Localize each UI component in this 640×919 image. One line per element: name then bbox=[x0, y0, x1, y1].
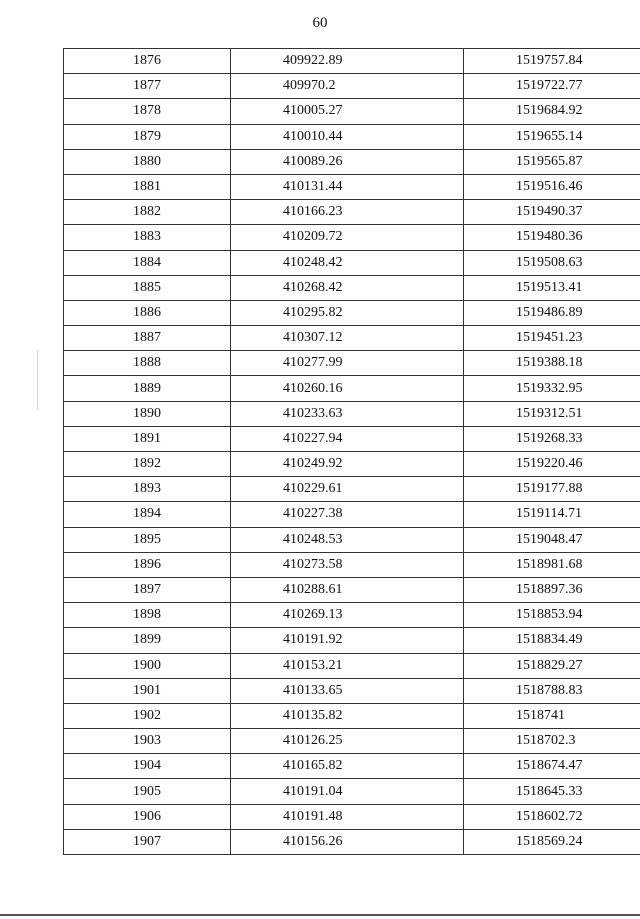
point-number-cell: 1891 bbox=[64, 426, 231, 451]
y-coordinate-cell: 1518602.72 bbox=[464, 804, 640, 829]
y-coordinate-cell: 1519722.77 bbox=[464, 74, 640, 99]
y-coordinate-cell: 1519516.46 bbox=[464, 174, 640, 199]
x-coordinate-cell: 410133.65 bbox=[231, 678, 464, 703]
y-coordinate-cell: 1519177.88 bbox=[464, 477, 640, 502]
point-number-cell: 1895 bbox=[64, 527, 231, 552]
x-coordinate-cell: 410191.48 bbox=[231, 804, 464, 829]
table-row bbox=[64, 577, 640, 602]
x-coordinate-cell: 410260.16 bbox=[231, 376, 464, 401]
point-number-cell: 1885 bbox=[64, 275, 231, 300]
x-coordinate-cell: 410131.44 bbox=[231, 174, 464, 199]
table-row bbox=[64, 250, 640, 275]
point-number-cell: 1886 bbox=[64, 300, 231, 325]
table-row bbox=[64, 351, 640, 376]
y-coordinate-cell: 1519312.51 bbox=[464, 401, 640, 426]
point-number-cell: 1881 bbox=[64, 174, 231, 199]
x-coordinate-cell: 410126.25 bbox=[231, 729, 464, 754]
y-coordinate-cell: 1519757.84 bbox=[464, 49, 640, 74]
y-coordinate-cell: 1518853.94 bbox=[464, 603, 640, 628]
point-number-cell: 1893 bbox=[64, 477, 231, 502]
table-row bbox=[64, 703, 640, 728]
x-coordinate-cell: 410166.23 bbox=[231, 200, 464, 225]
y-coordinate-cell: 1518897.36 bbox=[464, 577, 640, 602]
point-number-cell: 1880 bbox=[64, 149, 231, 174]
point-number-cell: 1901 bbox=[64, 678, 231, 703]
point-number-cell: 1888 bbox=[64, 351, 231, 376]
point-number-cell: 1876 bbox=[64, 49, 231, 74]
x-coordinate-cell: 410153.21 bbox=[231, 653, 464, 678]
table-row bbox=[64, 99, 640, 124]
table-row bbox=[64, 603, 640, 628]
y-coordinate-cell: 1519451.23 bbox=[464, 326, 640, 351]
point-number-cell: 1894 bbox=[64, 502, 231, 527]
x-coordinate-cell: 410268.42 bbox=[231, 275, 464, 300]
point-number-cell: 1902 bbox=[64, 703, 231, 728]
x-coordinate-cell: 410269.13 bbox=[231, 603, 464, 628]
table-row bbox=[64, 804, 640, 829]
x-coordinate-cell: 410248.53 bbox=[231, 527, 464, 552]
point-number-cell: 1906 bbox=[64, 804, 231, 829]
table-row bbox=[64, 149, 640, 174]
x-coordinate-cell: 410227.38 bbox=[231, 502, 464, 527]
y-coordinate-cell: 1518702.3 bbox=[464, 729, 640, 754]
point-number-cell: 1879 bbox=[64, 124, 231, 149]
point-number-cell: 1889 bbox=[64, 376, 231, 401]
table-row bbox=[64, 829, 640, 854]
y-coordinate-cell: 1518829.27 bbox=[464, 653, 640, 678]
y-coordinate-cell: 1518834.49 bbox=[464, 628, 640, 653]
y-coordinate-cell: 1519220.46 bbox=[464, 452, 640, 477]
x-coordinate-cell: 410277.99 bbox=[231, 351, 464, 376]
table-row bbox=[64, 678, 640, 703]
table-row bbox=[64, 74, 640, 99]
x-coordinate-cell: 410191.92 bbox=[231, 628, 464, 653]
x-coordinate-cell: 410288.61 bbox=[231, 577, 464, 602]
table-row bbox=[64, 527, 640, 552]
page-bottom-edge bbox=[0, 914, 640, 916]
point-number-cell: 1900 bbox=[64, 653, 231, 678]
y-coordinate-cell: 1519048.47 bbox=[464, 527, 640, 552]
x-coordinate-cell: 410165.82 bbox=[231, 754, 464, 779]
x-coordinate-cell: 410233.63 bbox=[231, 401, 464, 426]
page-number: 60 bbox=[312, 15, 328, 31]
x-coordinate-cell: 409970.2 bbox=[231, 74, 464, 99]
table-row bbox=[64, 452, 640, 477]
table-row bbox=[64, 552, 640, 577]
table-row bbox=[64, 376, 640, 401]
point-number-cell: 1897 bbox=[64, 577, 231, 602]
point-number-cell: 1887 bbox=[64, 326, 231, 351]
y-coordinate-cell: 1519114.71 bbox=[464, 502, 640, 527]
table-row bbox=[64, 477, 640, 502]
y-coordinate-cell: 1519684.92 bbox=[464, 99, 640, 124]
x-coordinate-cell: 410156.26 bbox=[231, 829, 464, 854]
x-coordinate-cell: 410209.72 bbox=[231, 225, 464, 250]
point-number-cell: 1884 bbox=[64, 250, 231, 275]
table-row bbox=[64, 628, 640, 653]
x-coordinate-cell: 410227.94 bbox=[231, 426, 464, 451]
y-coordinate-cell: 1519332.95 bbox=[464, 376, 640, 401]
point-number-cell: 1890 bbox=[64, 401, 231, 426]
point-number-cell: 1878 bbox=[64, 99, 231, 124]
y-coordinate-cell: 1519565.87 bbox=[464, 149, 640, 174]
table-row bbox=[64, 502, 640, 527]
table-row bbox=[64, 729, 640, 754]
table-row bbox=[64, 124, 640, 149]
table-row bbox=[64, 300, 640, 325]
table-row bbox=[64, 426, 640, 451]
x-coordinate-cell: 410248.42 bbox=[231, 250, 464, 275]
y-coordinate-cell: 1519655.14 bbox=[464, 124, 640, 149]
point-number-cell: 1898 bbox=[64, 603, 231, 628]
point-number-cell: 1907 bbox=[64, 829, 231, 854]
point-number-cell: 1883 bbox=[64, 225, 231, 250]
x-coordinate-cell: 410307.12 bbox=[231, 326, 464, 351]
y-coordinate-cell: 1519268.33 bbox=[464, 426, 640, 451]
table-row bbox=[64, 754, 640, 779]
y-coordinate-cell: 1519490.37 bbox=[464, 200, 640, 225]
x-coordinate-cell: 410273.58 bbox=[231, 552, 464, 577]
table-row bbox=[64, 200, 640, 225]
x-coordinate-cell: 410249.92 bbox=[231, 452, 464, 477]
scan-margin-mark bbox=[37, 350, 38, 410]
table-row bbox=[64, 225, 640, 250]
x-coordinate-cell: 410135.82 bbox=[231, 703, 464, 728]
coordinates-table bbox=[63, 48, 640, 855]
y-coordinate-cell: 1519513.41 bbox=[464, 275, 640, 300]
x-coordinate-cell: 409922.89 bbox=[231, 49, 464, 74]
x-coordinate-cell: 410089.26 bbox=[231, 149, 464, 174]
point-number-cell: 1903 bbox=[64, 729, 231, 754]
table-row bbox=[64, 779, 640, 804]
x-coordinate-cell: 410229.61 bbox=[231, 477, 464, 502]
point-number-cell: 1882 bbox=[64, 200, 231, 225]
x-coordinate-cell: 410010.44 bbox=[231, 124, 464, 149]
table-row bbox=[64, 49, 640, 74]
point-number-cell: 1899 bbox=[64, 628, 231, 653]
x-coordinate-cell: 410005.27 bbox=[231, 99, 464, 124]
x-coordinate-cell: 410191.04 bbox=[231, 779, 464, 804]
point-number-cell: 1877 bbox=[64, 74, 231, 99]
y-coordinate-cell: 1519388.18 bbox=[464, 351, 640, 376]
x-coordinate-cell: 410295.82 bbox=[231, 300, 464, 325]
point-number-cell: 1892 bbox=[64, 452, 231, 477]
point-number-cell: 1896 bbox=[64, 552, 231, 577]
table-row bbox=[64, 174, 640, 199]
y-coordinate-cell: 1519486.89 bbox=[464, 300, 640, 325]
y-coordinate-cell: 1518981.68 bbox=[464, 552, 640, 577]
y-coordinate-cell: 1519480.36 bbox=[464, 225, 640, 250]
point-number-cell: 1904 bbox=[64, 754, 231, 779]
table-row bbox=[64, 401, 640, 426]
table-row bbox=[64, 326, 640, 351]
y-coordinate-cell: 1518645.33 bbox=[464, 779, 640, 804]
y-coordinate-cell: 1519508.63 bbox=[464, 250, 640, 275]
point-number-cell: 1905 bbox=[64, 779, 231, 804]
table-row bbox=[64, 653, 640, 678]
y-coordinate-cell: 1518674.47 bbox=[464, 754, 640, 779]
y-coordinate-cell: 1518569.24 bbox=[464, 829, 640, 854]
y-coordinate-cell: 1518741 bbox=[464, 703, 640, 728]
coordinates-table-body bbox=[64, 49, 640, 855]
y-coordinate-cell: 1518788.83 bbox=[464, 678, 640, 703]
table-row bbox=[64, 275, 640, 300]
